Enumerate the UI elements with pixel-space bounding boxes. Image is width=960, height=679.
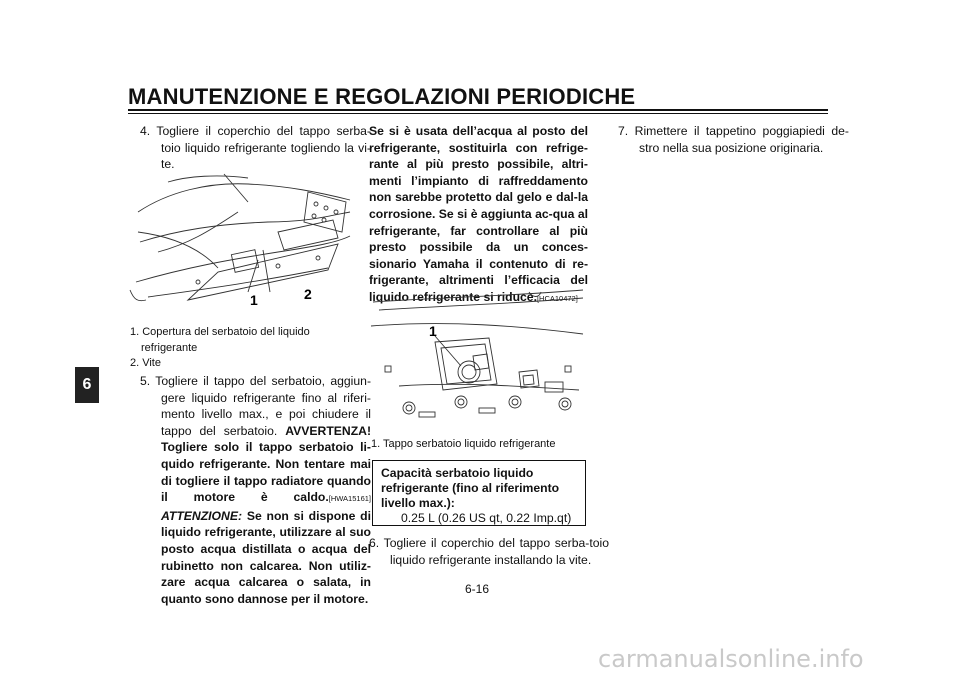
figure-coolant-cover [128, 172, 353, 312]
caption-item-1-cont: refrigerante [141, 341, 198, 354]
header-rule-thin [128, 113, 828, 114]
caption-item-2: 2. Vite [130, 357, 161, 369]
step-6: 6. Togliere il coperchio del tappo serba-toio liquido refrigerante installando la vite. [369, 536, 609, 567]
caution-paragraph [369, 123, 588, 308]
step5-warning: AVVERTENZA! Togliere solo il tappo serbatoio li-quido refrigerante. Non tentare mai di togliere il tappo radiatore quando il motore è caldo. [161, 423, 371, 505]
caution-text: Se si è usata dell’acqua al posto del refrigerante, sostituirla con refrige-rante al più presto possibile, altri-menti l’impianto di raffreddamento non sarebbe protetto dal gelo e dal-la corrosione. Se si è aggiunta ac-qua al refrigerante, far controllare al più presto possibile da un conces-sionario Yamaha il contenuto di re-frigerante, altrimenti l’efficacia del liquido refrigerante si riduce. [369, 124, 588, 304]
chapter-tab: 6 [75, 367, 99, 403]
caution-code: [HCA10472] [536, 293, 578, 303]
figure-coolant-cap [369, 286, 588, 428]
attention-label: ATTENZIONE: [161, 508, 243, 523]
caption-item-1: 1. Copertura del serbatoio del liquido [130, 326, 310, 338]
page-title: MANUTENZIONE E REGOLAZIONI PERIODICHE [128, 84, 636, 109]
header-rule [128, 109, 828, 111]
step-7: 7. Rimettere il tappetino poggiapiedi de-stro nella sua posizione originaria. [618, 124, 849, 155]
spec-value: 0.25 L (0.26 US qt, 0.22 Imp.qt) [401, 511, 572, 525]
figure2-caption: 1. Tappo serbatoio liquido refrigerante [371, 438, 556, 450]
step5-code: [HWA15161] [328, 494, 371, 504]
figure1-caption [130, 325, 350, 372]
attention-text: Se non si dispone di liquido refrigerante, utilizzare al suo posto acqua distillata o acqua del rubinetto non calcarea. Non utiliz-zare acqua calcarea o salata, in quanto sono dannose per il motore. [161, 508, 371, 606]
callout-2: 2 [304, 286, 312, 302]
step5-text: 5. Togliere il tappo del serbatoio, aggiun-gere liquido refrigerante fino al riferi-mento livello max., e poi chiudere il tappo del serbatoio. [140, 374, 371, 438]
callout-1: 1 [429, 323, 437, 339]
spec-title: Capacità serbatoio liquido refrigerante (fino al riferimento livello max.): [381, 466, 560, 510]
footer-watermark: carmanualsonline.info [598, 645, 864, 673]
spec-box [372, 460, 586, 526]
page-number: 6-16 [465, 582, 490, 596]
callout-1: 1 [250, 292, 258, 308]
step-4: 4. Togliere il coperchio del tappo serba-toio liquido refrigerante togliendo la vi-te. [140, 124, 371, 172]
step-5 [140, 373, 371, 607]
